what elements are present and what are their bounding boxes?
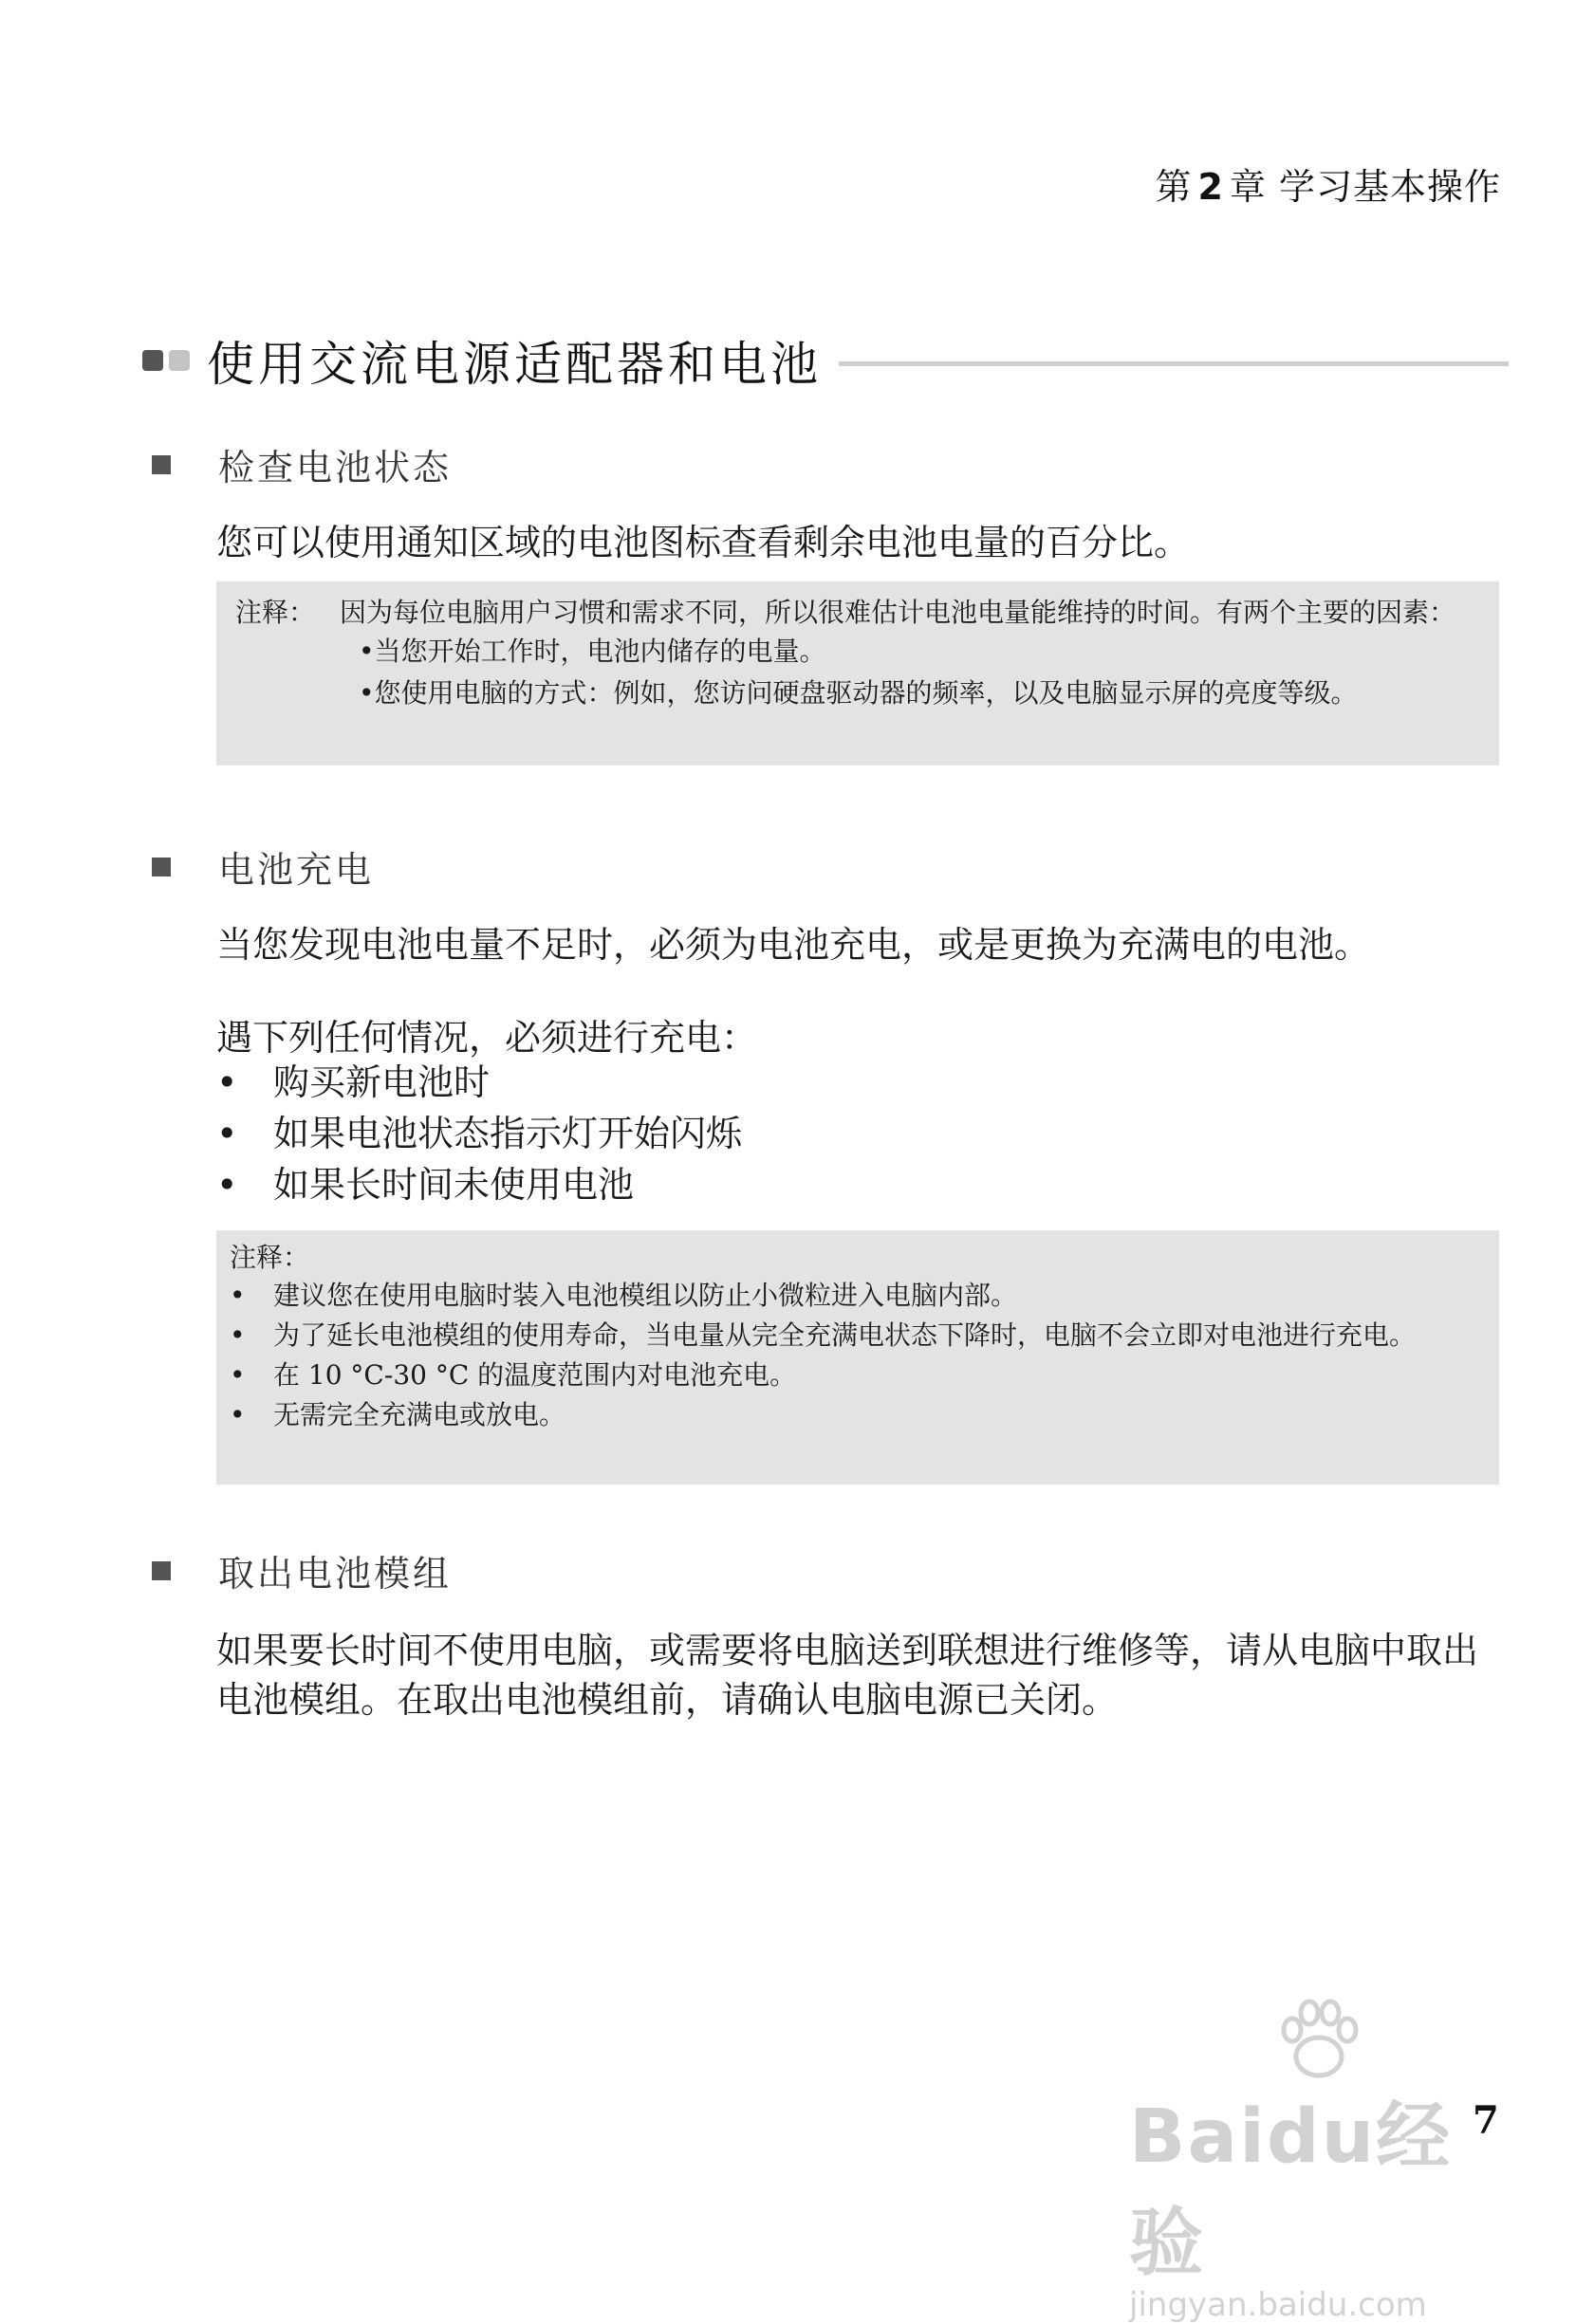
page-number: 7 — [1473, 2098, 1499, 2143]
note-item: •您使用电脑的方式：例如，您访问硬盘驱动器的频率，以及电脑显示屏的亮度等级。 — [359, 677, 1358, 709]
square-bullet-icon — [152, 1561, 171, 1580]
watermark-site: jingyan.baidu.com — [1129, 2286, 1427, 2324]
charging-intro: 遇下列任何情况，必须进行充电： — [216, 1017, 758, 1059]
watermark-brand: Baidu经验 — [1129, 2094, 1453, 2286]
chapter-title: 章 学习基本操作 — [1229, 166, 1501, 208]
section-rule — [839, 361, 1509, 366]
baidu-watermark — [1129, 2011, 1509, 2324]
chapter-prefix: 第 — [1155, 166, 1193, 208]
paw-icon — [1271, 1992, 1366, 2087]
square-bullet-icon — [152, 858, 171, 876]
remove-battery-paragraph: 如果要长时间不使用电脑，或需要将电脑送到联想进行维修等，请从电脑中取出电池模组。在取出电池模组前，请确认电脑电源已关闭。 — [216, 1630, 1479, 1721]
subheading-charging — [152, 840, 374, 893]
chapter-header — [1155, 157, 1501, 210]
subheading-remove-battery — [152, 1544, 452, 1596]
note-label: 注释： — [230, 1242, 310, 1273]
square-bullet-icon — [152, 455, 171, 474]
list-item: • 购买新电池时 — [216, 1061, 491, 1103]
list-item: • 如果长时间未使用电池 — [216, 1164, 635, 1206]
note-label: 注释： — [235, 597, 316, 628]
note-item: • 无需完全充满电或放电。 — [230, 1399, 566, 1430]
list-item: • 如果电池状态指示灯开始闪烁 — [216, 1113, 743, 1154]
subheading-text: 取出电池模组 — [218, 1553, 453, 1595]
note-text: 因为每位电脑用户习惯和需求不同，所以很难估计电池电量能维持的时间。有两个主要的因素： — [340, 597, 1456, 628]
subheading-check-battery — [152, 438, 452, 490]
charging-list — [216, 1057, 742, 1210]
note-item: • 为了延长电池模组的使用寿命，当电量从完全充满电状态下降时，电脑不会立即对电池进行充电。 — [230, 1319, 1417, 1351]
note-box-charging — [216, 1230, 1499, 1485]
section-title-text: 使用交流电源适配器和电池 — [207, 337, 822, 392]
note-box-battery-status — [216, 581, 1499, 765]
check-battery-paragraph: 您可以使用通知区域的电池图标查看剩余电池电量的百分比。 — [216, 522, 1191, 563]
section-marker-icon — [142, 350, 190, 371]
charging-paragraph: 当您发现电池电量不足时，必须为电池充电，或是更换为充满电的电池。 — [216, 924, 1371, 966]
subheading-text: 检查电池状态 — [218, 447, 453, 489]
note-item: • 建议您在使用电脑时装入电池模组以防止小微粒进入电脑内部。 — [230, 1280, 1018, 1311]
subheading-text: 电池充电 — [218, 849, 375, 891]
note-item: •当您开始工作时，电池内储存的电量。 — [359, 636, 826, 667]
section-title — [142, 327, 1509, 394]
chapter-number: 2 — [1197, 166, 1224, 208]
note-item: • 在 10 °C-30 °C 的温度范围内对电池充电。 — [230, 1359, 797, 1391]
